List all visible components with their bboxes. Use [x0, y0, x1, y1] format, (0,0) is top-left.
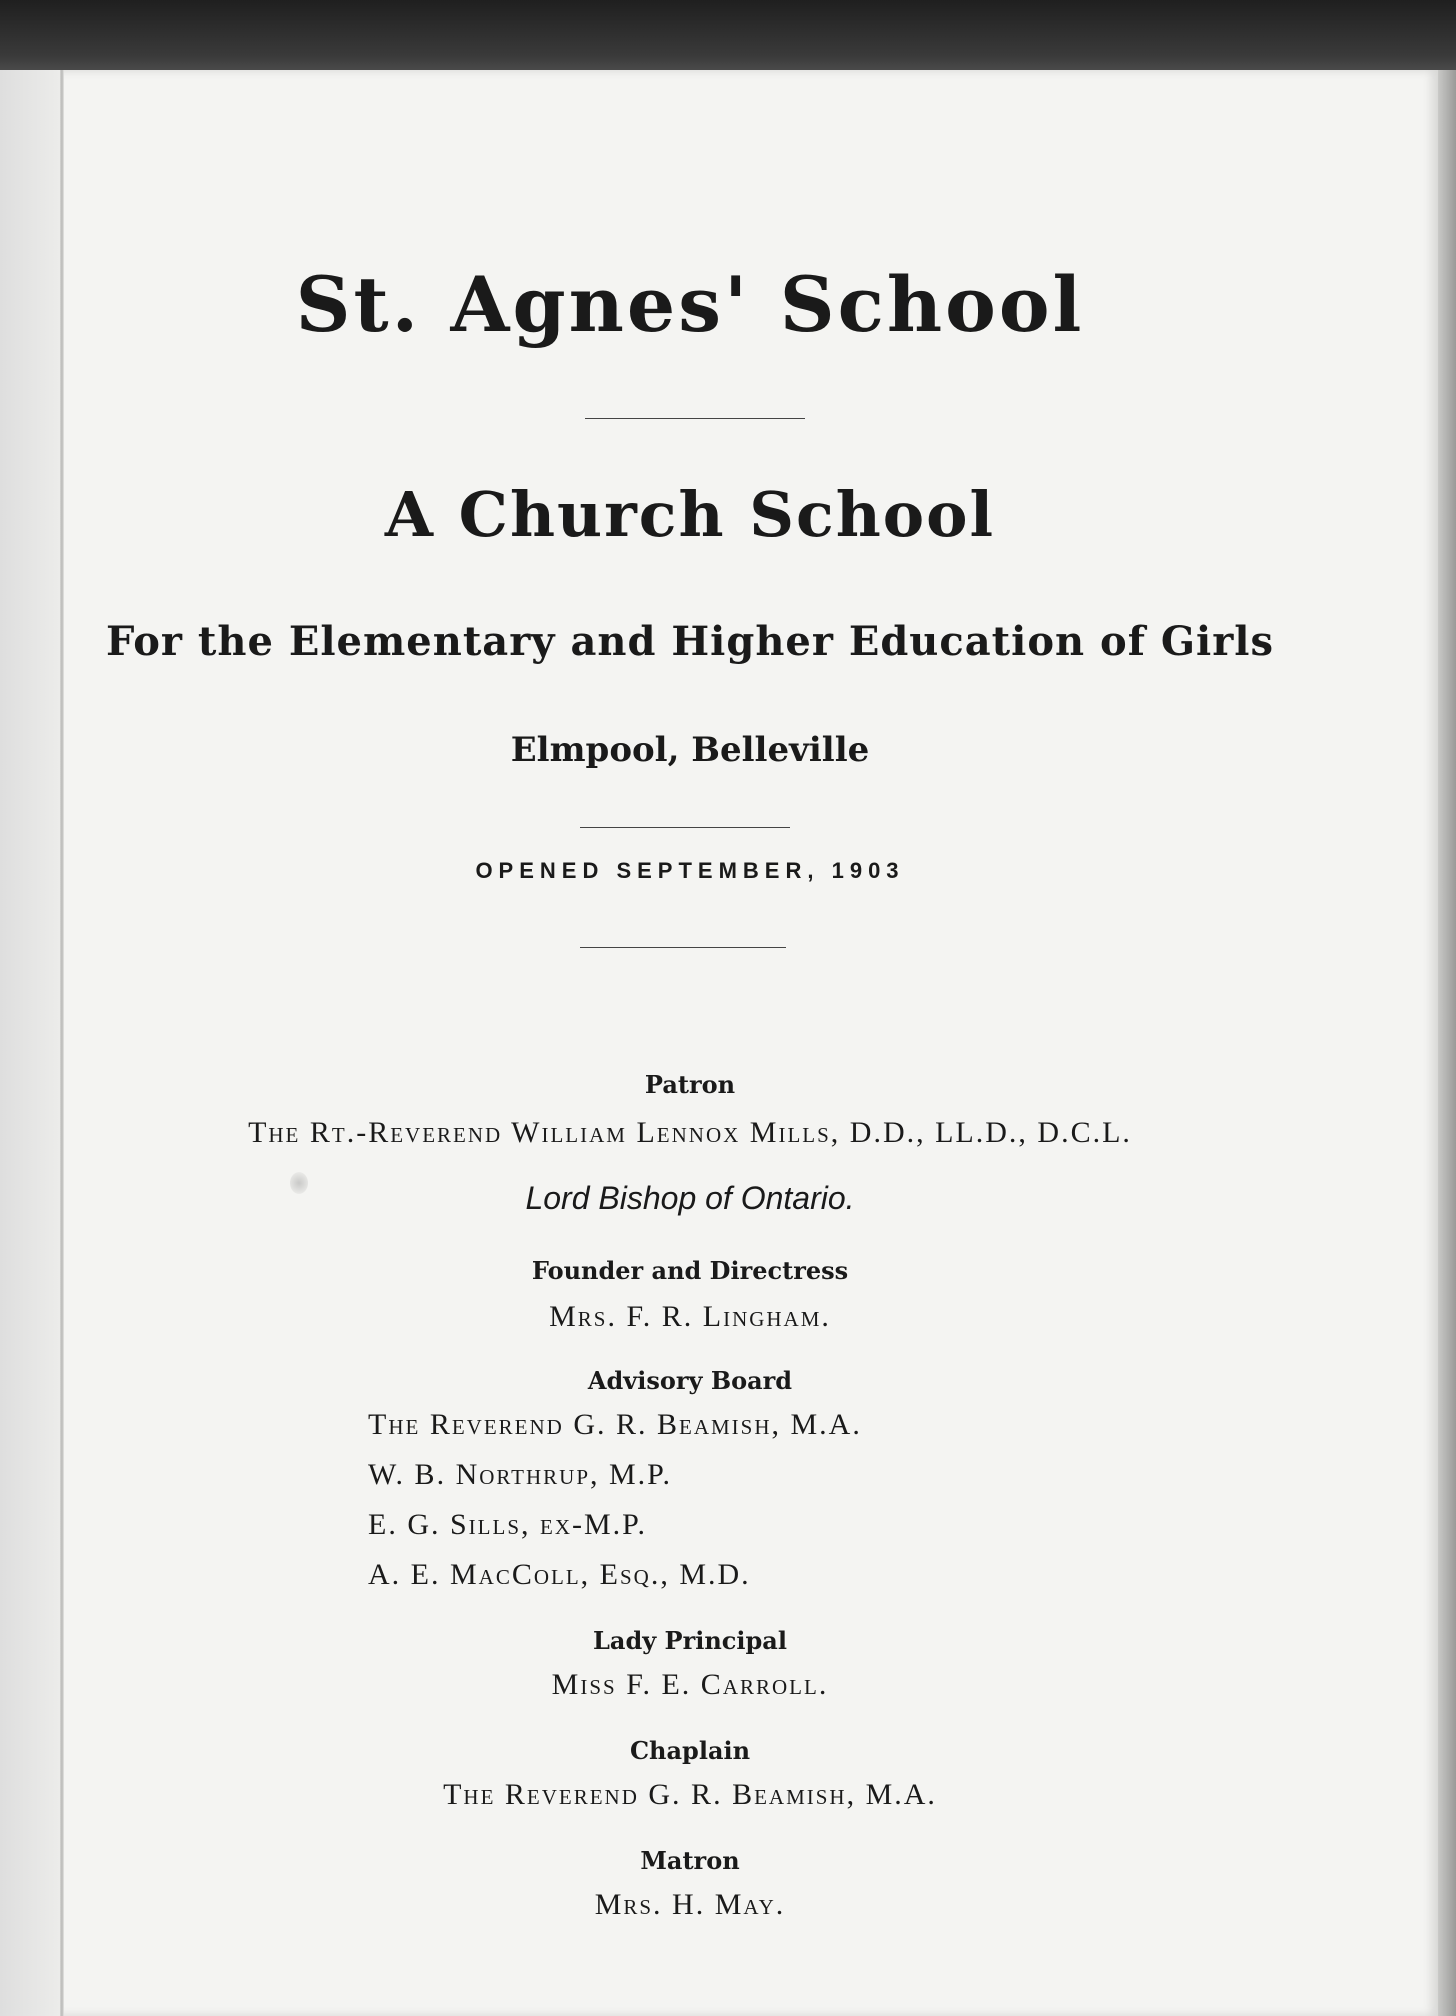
chaplain-name: The Reverend G. R. Beamish, M.A.: [443, 1778, 937, 1811]
divider-rule: [580, 947, 786, 948]
advisory-board-heading: Advisory Board: [587, 1366, 793, 1395]
advisory-board-member: E. G. Sills, ex-M.P.: [368, 1508, 648, 1541]
matron-heading: Matron: [640, 1846, 740, 1875]
lady-principal-heading: Lady Principal: [593, 1626, 787, 1655]
page-left-margin: [0, 70, 60, 2016]
opened-date: OPENED SEPTEMBER, 1903: [475, 858, 905, 883]
patron-heading: Patron: [644, 1070, 736, 1099]
founder-name: Mrs. F. R. Lingham.: [549, 1300, 831, 1333]
page-fold-line: [60, 70, 64, 2016]
school-location: Elmpool, Belleville: [510, 730, 870, 770]
page-sheet: [0, 70, 1438, 2016]
lady-principal-name: Miss F. E. Carroll.: [551, 1668, 829, 1701]
matron-name: Mrs. H. May.: [594, 1888, 786, 1921]
chaplain-heading: Chaplain: [629, 1736, 751, 1765]
advisory-board-member: A. E. MacColl, Esq., M.D.: [368, 1558, 751, 1591]
school-tagline: For the Elementary and Higher Education of Girls: [106, 618, 1274, 665]
divider-rule: [580, 827, 790, 828]
page-right-edge: [1438, 70, 1456, 2016]
patron-role: Lord Bishop of Ontario.: [525, 1180, 855, 1216]
patron-name: The Rt.-Reverend William Lennox Mills, D.D., LL.D., D.C.L.: [248, 1116, 1132, 1149]
founder-heading: Founder and Directress: [531, 1256, 849, 1285]
divider-rule: [585, 418, 805, 419]
school-title: St. Agnes' School: [295, 260, 1085, 349]
school-subtitle: A Church School: [384, 478, 996, 551]
scan-top-border: [0, 0, 1456, 80]
advisory-board-member: The Reverend G. R. Beamish, M.A.: [368, 1408, 862, 1441]
advisory-board-member: W. B. Northrup, M.P.: [368, 1458, 673, 1491]
